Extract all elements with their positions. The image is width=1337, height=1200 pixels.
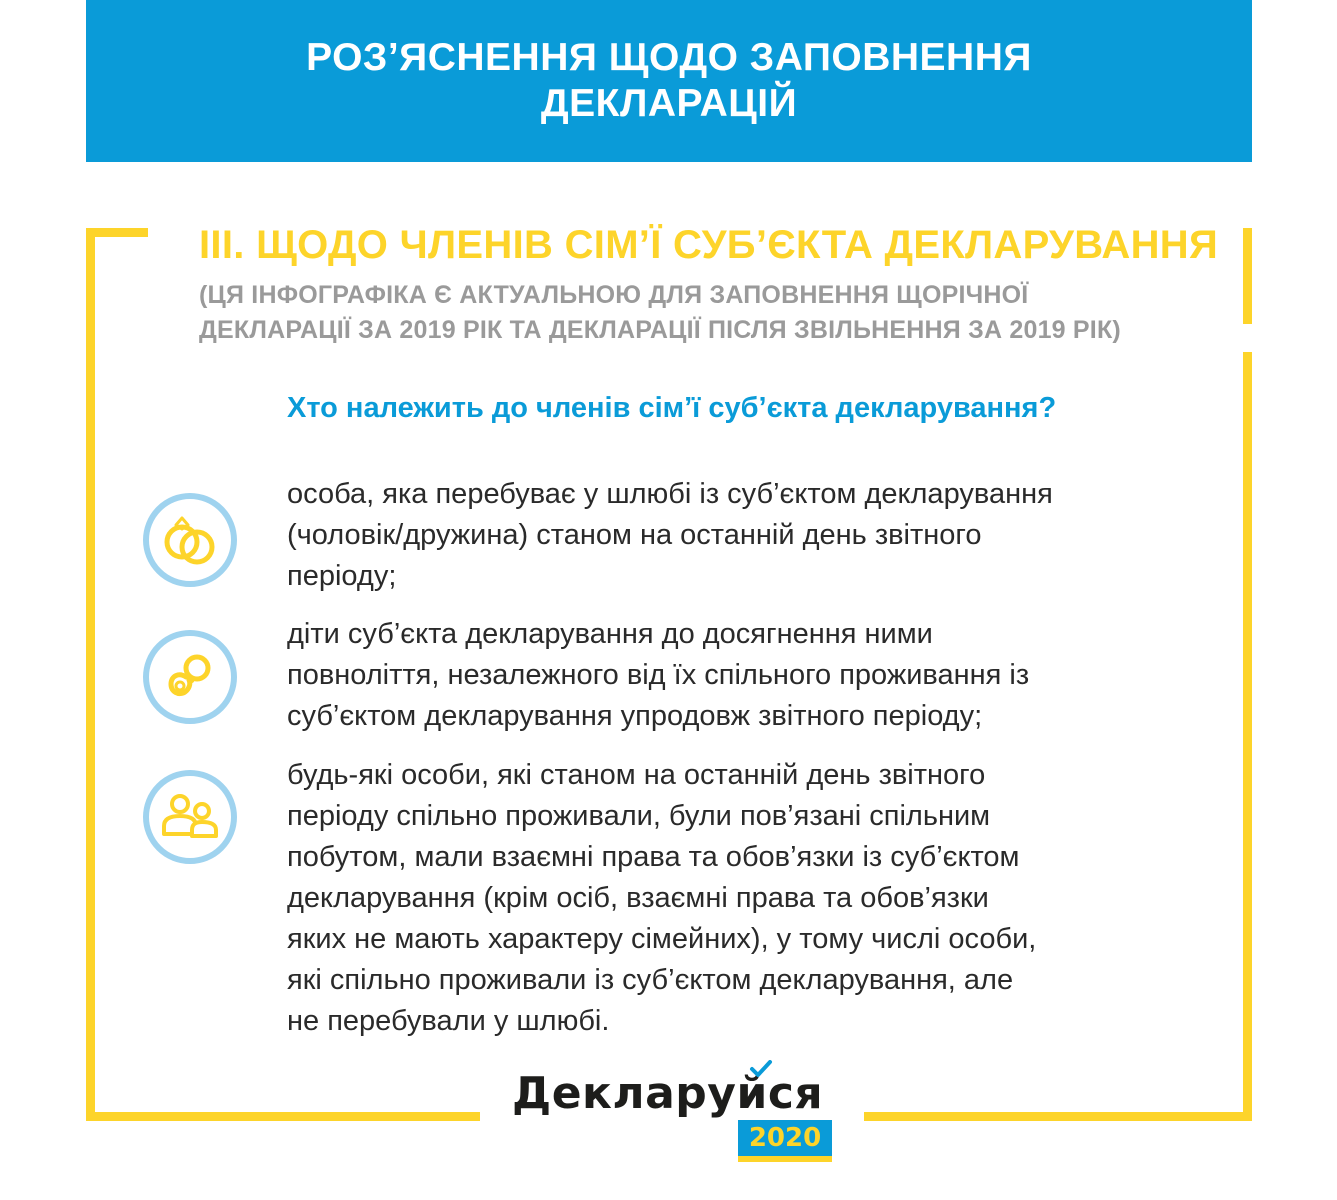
list-item-cohabitants [287, 755, 1222, 1042]
list-item-line: особа, яка перебуває у шлюбі із суб’єктом декларування [287, 478, 1053, 510]
list-item-children [287, 614, 1222, 737]
question-heading: Хто належить до членів сім’ї суб’єкта декларування? [287, 392, 1057, 424]
list-item-line: побутом, мали взаємні права та обов’язки із суб’єктом [287, 841, 1020, 873]
frame-left [86, 228, 95, 1121]
list-item-line: яких не мають характеру сімейних), у тому числі особи, [287, 923, 1037, 955]
list-item-spouse [287, 474, 1222, 597]
list-item-line: які спільно проживали із суб’єктом декларування, але [287, 964, 1014, 996]
frame-bottom-right [864, 1112, 1252, 1121]
list-item-line: періоду; [287, 560, 397, 592]
list-item-line: діти суб’єкта декларування до досягнення ними [287, 618, 933, 650]
section-note-line-2: ДЕКЛАРАЦІЇ ЗА 2019 РІК ТА ДЕКЛАРАЦІЇ ПІСЛЯ ЗВІЛЬНЕННЯ ЗА 2019 РІК) [199, 316, 1121, 344]
list-item-line: суб’єктом декларування упродовж звітного періоду; [287, 700, 983, 732]
header-title-line-1: РОЗ’ЯСНЕННЯ ЩОДО ЗАПОВНЕННЯ [306, 36, 1032, 79]
frame-right [1243, 352, 1252, 1121]
list-item-line: повноліття, незалежного від їх спільного проживання із [287, 659, 1030, 691]
checkmark-icon [749, 1060, 773, 1078]
list-item-line: не перебували у шлюбі. [287, 1005, 610, 1037]
list-item-line: будь-які особи, які станом на останній день звітного [287, 759, 986, 791]
section-note-line-1: (ЦЯ ІНФОГРАФІКА Є АКТУАЛЬНОЮ ДЛЯ ЗАПОВНЕННЯ ЩОРІЧНОЇ [199, 281, 1029, 309]
logo-wordmark: Декларуйся [512, 1068, 824, 1119]
frame-top-left [86, 228, 148, 237]
deklaruysia-logo [512, 1060, 832, 1160]
list-item-line: декларування (крім осіб, взаємні права та обов’язки [287, 882, 989, 914]
wedding-rings-icon [143, 493, 237, 587]
pacifier-icon [143, 630, 237, 724]
list-item-line: періоду спільно проживали, були пов’язані спільним [287, 800, 991, 832]
list-item-line: (чоловік/дружина) станом на останній день звітного [287, 519, 982, 551]
header-title-line-2: ДЕКЛАРАЦІЙ [540, 82, 798, 125]
frame-bottom-left [86, 1112, 480, 1121]
people-icon [143, 770, 237, 864]
section-note [199, 278, 1249, 348]
logo-year-stripe [738, 1156, 832, 1162]
logo-year-badge: 2020 [738, 1120, 832, 1156]
header-banner [86, 0, 1252, 162]
section-title: ІІІ. ЩОДО ЧЛЕНІВ СІМ’Ї СУБ’ЄКТА ДЕКЛАРУВАННЯ [199, 223, 1219, 267]
